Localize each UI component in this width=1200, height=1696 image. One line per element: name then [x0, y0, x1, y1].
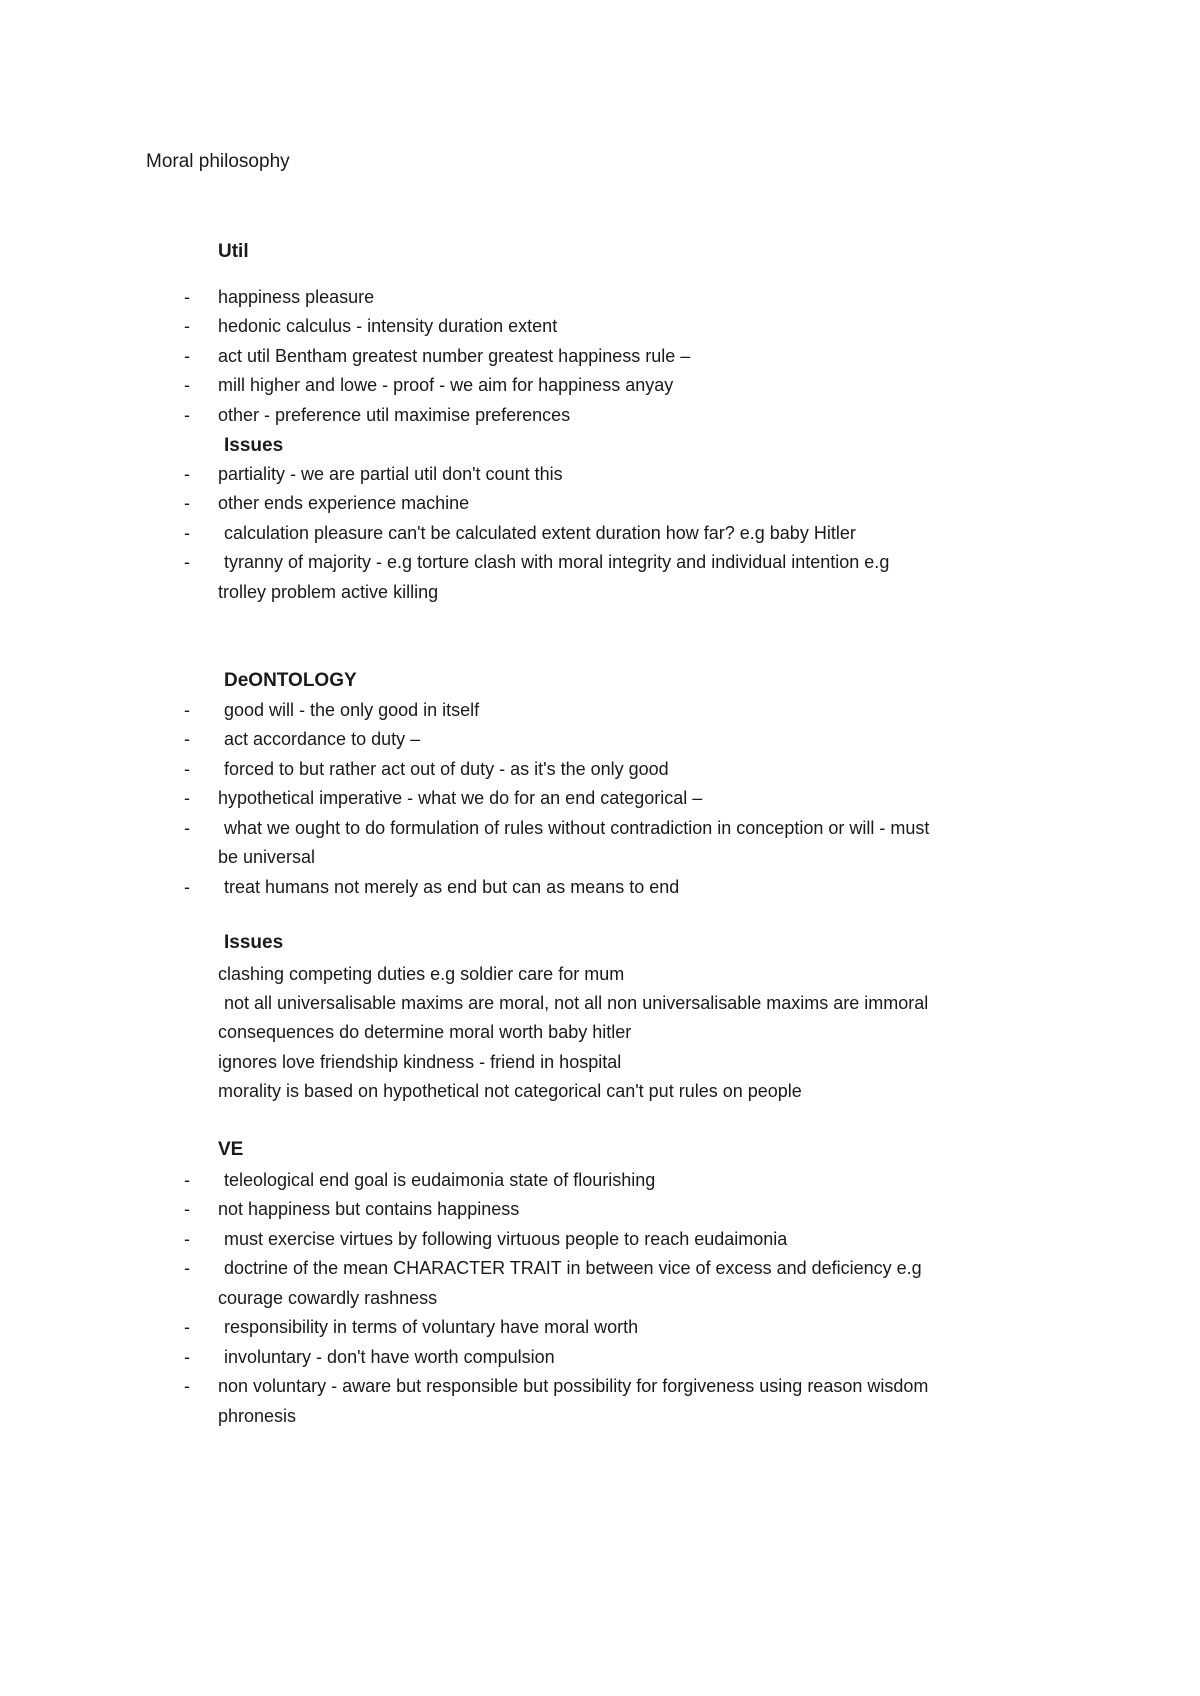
list-item: act accordance to duty – — [224, 729, 421, 749]
list-item: happiness pleasure — [218, 287, 375, 307]
list-item: teleological end goal is eudaimonia state of flourishing — [224, 1170, 656, 1190]
heading-util-issues: Issues — [224, 435, 284, 456]
list-item: not all universalisable maxims are moral, not all non universalisable maxims are immoral — [224, 993, 929, 1013]
list-item-continuation: trolley problem active killing — [218, 582, 439, 602]
bullet: - — [184, 1170, 190, 1190]
list-item: consequences do determine moral worth baby hitler — [218, 1022, 632, 1042]
list-item: other ends experience machine — [218, 493, 470, 513]
list-item-continuation: phronesis — [218, 1406, 297, 1426]
bullet: - — [184, 1199, 190, 1219]
list-item: must exercise virtues by following virtuous people to reach eudaimonia — [224, 1229, 788, 1249]
bullet: - — [184, 523, 190, 543]
list-item: clashing competing duties e.g soldier care for mum — [218, 964, 625, 984]
bullet: - — [184, 346, 190, 366]
list-item: calculation pleasure can't be calculated extent duration how far? e.g baby Hitler — [224, 523, 856, 543]
bullet: - — [184, 464, 190, 484]
list-item: what we ought to do formulation of rules without contradiction in conception or will - must — [224, 818, 930, 838]
bullet: - — [184, 1229, 190, 1249]
list-item: hedonic calculus - intensity duration extent — [218, 316, 558, 336]
bullet: - — [184, 493, 190, 513]
bullet: - — [184, 1347, 190, 1367]
heading-deontology-issues: Issues — [224, 932, 284, 953]
list-item-continuation: courage cowardly rashness — [218, 1288, 438, 1308]
list-item: involuntary - don't have worth compulsion — [224, 1347, 555, 1367]
bullet: - — [184, 552, 190, 572]
bullet: - — [184, 316, 190, 336]
list-item: good will - the only good in itself — [224, 700, 480, 720]
bullet: - — [184, 405, 190, 425]
list-item: non voluntary - aware but responsible but possibility for forgiveness using reason wisdom — [218, 1376, 929, 1396]
bullet: - — [184, 1258, 190, 1278]
bullet: - — [184, 729, 190, 749]
list-item: hypothetical imperative - what we do for an end categorical – — [218, 788, 703, 808]
list-item: act util Bentham greatest number greatest happiness rule – — [218, 346, 691, 366]
bullet: - — [184, 375, 190, 395]
list-item: ignores love friendship kindness - friend in hospital — [218, 1052, 622, 1072]
list-item: other - preference util maximise preferences — [218, 405, 571, 425]
bullet: - — [184, 788, 190, 808]
bullet: - — [184, 700, 190, 720]
bullet: - — [184, 759, 190, 779]
bullet: - — [184, 1317, 190, 1337]
list-item-continuation: be universal — [218, 847, 316, 867]
list-item: responsibility in terms of voluntary have moral worth — [224, 1317, 639, 1337]
bullet: - — [184, 877, 190, 897]
heading-util: Util — [218, 241, 249, 262]
list-item: treat humans not merely as end but can as means to end — [224, 877, 680, 897]
page-title: Moral philosophy — [146, 151, 290, 172]
bullet: - — [184, 818, 190, 838]
list-item: mill higher and lowe - proof - we aim for happiness anyay — [218, 375, 674, 395]
list-item: doctrine of the mean CHARACTER TRAIT in between vice of excess and deficiency e.g — [224, 1258, 922, 1278]
bullet: - — [184, 1376, 190, 1396]
list-item: morality is based on hypothetical not categorical can't put rules on people — [218, 1081, 802, 1101]
list-item: not happiness but contains happiness — [218, 1199, 520, 1219]
bullet: - — [184, 287, 190, 307]
heading-ve: VE — [218, 1139, 244, 1160]
heading-deontology: DeONTOLOGY — [224, 670, 357, 691]
list-item: forced to but rather act out of duty - as it's the only good — [224, 759, 669, 779]
list-item: partiality - we are partial util don't count this — [218, 464, 563, 484]
list-item: tyranny of majority - e.g torture clash with moral integrity and individual intention e.g — [224, 552, 890, 572]
